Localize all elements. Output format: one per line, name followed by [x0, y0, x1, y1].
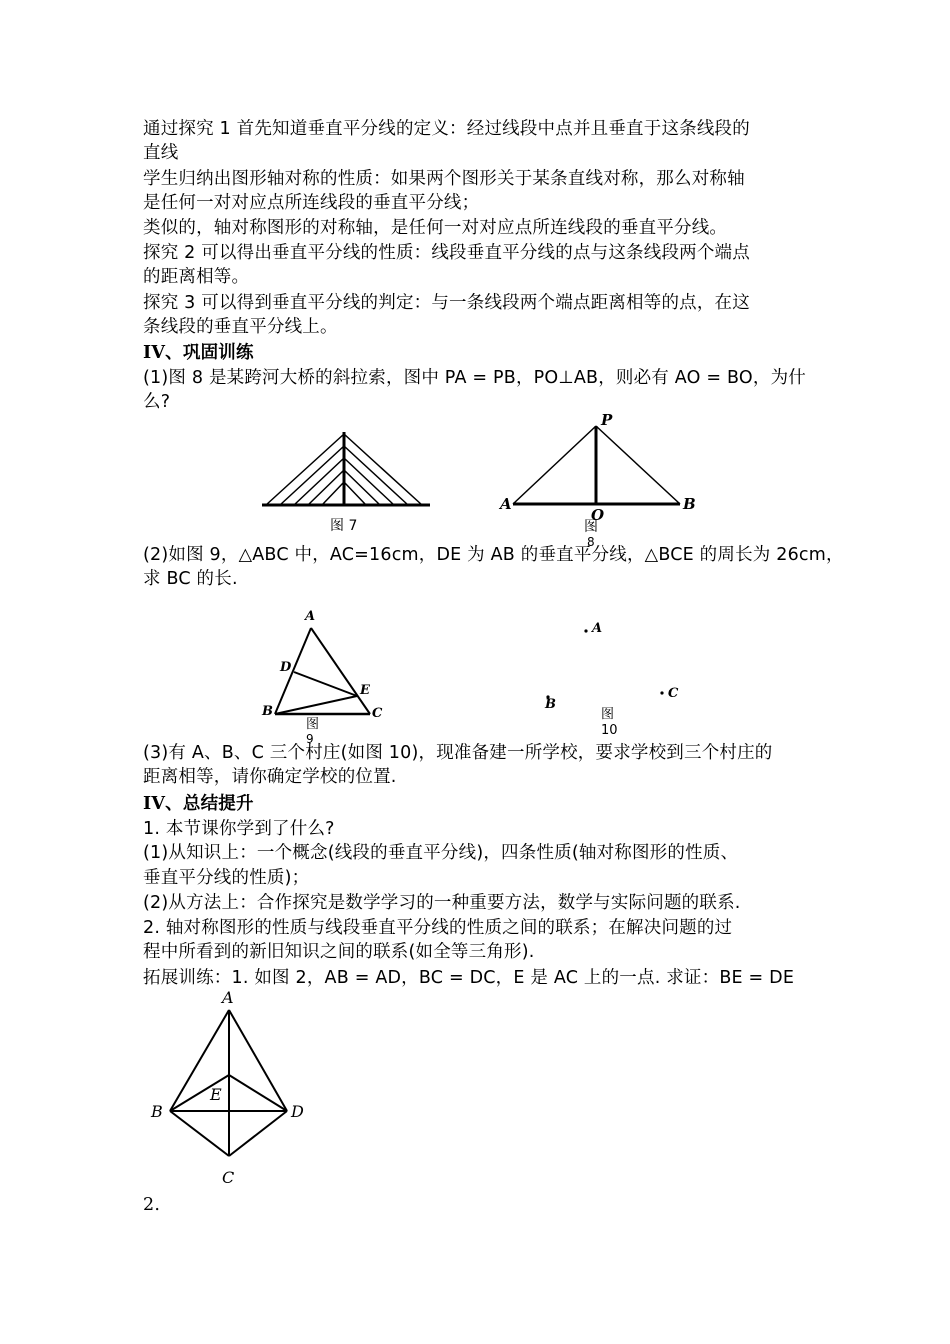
summary-knowledge: (1)从知识上：一个概念(线段的垂直平分线)，四条性质(轴对称图形的性质、 [143, 843, 739, 863]
label-A: A [305, 609, 316, 624]
question-1-cont: 么? [143, 392, 171, 412]
question-3: (3)有 A、B、C 三个村庄(如图 10)，现准备建一所学校，要求学校到三个村庄的 [143, 743, 773, 763]
figure-10-villages [535, 615, 695, 740]
figure-7-caption: 图 7 [330, 518, 358, 534]
paragraph-explore3-cont: 条线段的垂直平分线上。 [143, 317, 338, 337]
question-2-cont: 求 BC 的长. [143, 569, 238, 589]
label-E: E [210, 1085, 222, 1104]
figure-10-caption: 图 [601, 707, 615, 722]
figure-8-caption: 图 [584, 519, 598, 535]
paragraph-definition-cont: 直线 [143, 143, 179, 163]
figure-8-triangle [500, 411, 700, 549]
label-D: D [280, 660, 292, 675]
item-2-marker: 2. [143, 1195, 161, 1215]
figure-7-bridge [262, 430, 432, 534]
label-B: B [545, 697, 556, 712]
paragraph-axis-property-cont: 是任何一对对应点所连线段的垂直平分线； [143, 193, 480, 213]
paragraph-explore2-cont: 的距离相等。 [143, 267, 250, 287]
figure-10-caption-number: 10 [601, 723, 618, 738]
label-B: B [262, 704, 273, 719]
heading-practice: IV、巩固训练 [143, 343, 254, 363]
label-A: A [500, 495, 512, 513]
label-A: A [592, 621, 603, 636]
label-C: C [668, 686, 679, 701]
paragraph-similar: 类似的，轴对称图形的对称轴，是任何一对对应点所连线段的垂直平分线。 [143, 218, 728, 238]
paragraph-explore2: 探究 2 可以得出垂直平分线的性质：线段垂直平分线的点与这条线段两个端点 [143, 243, 750, 263]
figure-8-caption-number: 8 [587, 535, 595, 549]
label-E: E [360, 683, 370, 698]
label-A: A [222, 988, 234, 1007]
summary-method: (2)从方法上：合作探究是数学学习的一种重要方法，数学与实际问题的联系. [143, 893, 741, 913]
heading-summary: IV、总结提升 [143, 794, 254, 814]
label-P: P [601, 411, 613, 429]
question-3-cont: 距离相等，请你确定学校的位置. [143, 767, 397, 787]
figure-2-kite [145, 988, 335, 1188]
paragraph-axis-property: 学生归纳出图形轴对称的性质：如果两个图形关于某条直线对称，那么对称轴 [143, 169, 745, 189]
label-B: B [683, 495, 696, 513]
label-C: C [372, 706, 383, 721]
extension-exercise: 拓展训练：1. 如图 2，AB = AD，BC = DC，E 是 AC 上的一点. 求证：BE = DE [143, 968, 795, 988]
summary-knowledge-cont: 垂直平分线的性质)； [143, 868, 310, 888]
question-2: (2)如图 9，△ABC 中，AC=16cm，DE 为 AB 的垂直平分线，△BCE 的周长为 26cm， [143, 545, 844, 565]
paragraph-explore3: 探究 3 可以得到垂直平分线的判定：与一条线段两个端点距离相等的点，在这 [143, 293, 750, 313]
summary-2-cont: 程中所看到的新旧知识之间的联系(如全等三角形). [143, 942, 535, 962]
paragraph-definition: 通过探究 1 首先知道垂直平分线的定义：经过线段中点并且垂直于这条线段的 [143, 119, 750, 139]
label-O: O [591, 506, 605, 524]
figure-9-triangle [260, 608, 390, 748]
question-1: (1)图 8 是某跨河大桥的斜拉索，图中 PA = PB，PO⊥AB，则必有 AO = BO，为什 [143, 368, 806, 388]
summary-2: 2. 轴对称图形的性质与线段垂直平分线的性质之间的联系；在解决问题的过 [143, 918, 733, 938]
summary-1: 1. 本节课你学到了什么? [143, 819, 335, 839]
label-D: D [291, 1102, 304, 1121]
label-C: C [222, 1168, 235, 1187]
figure-9-caption: 图 [306, 717, 320, 732]
label-B: B [151, 1102, 163, 1121]
figure-9-caption-number: 9 [306, 732, 314, 746]
